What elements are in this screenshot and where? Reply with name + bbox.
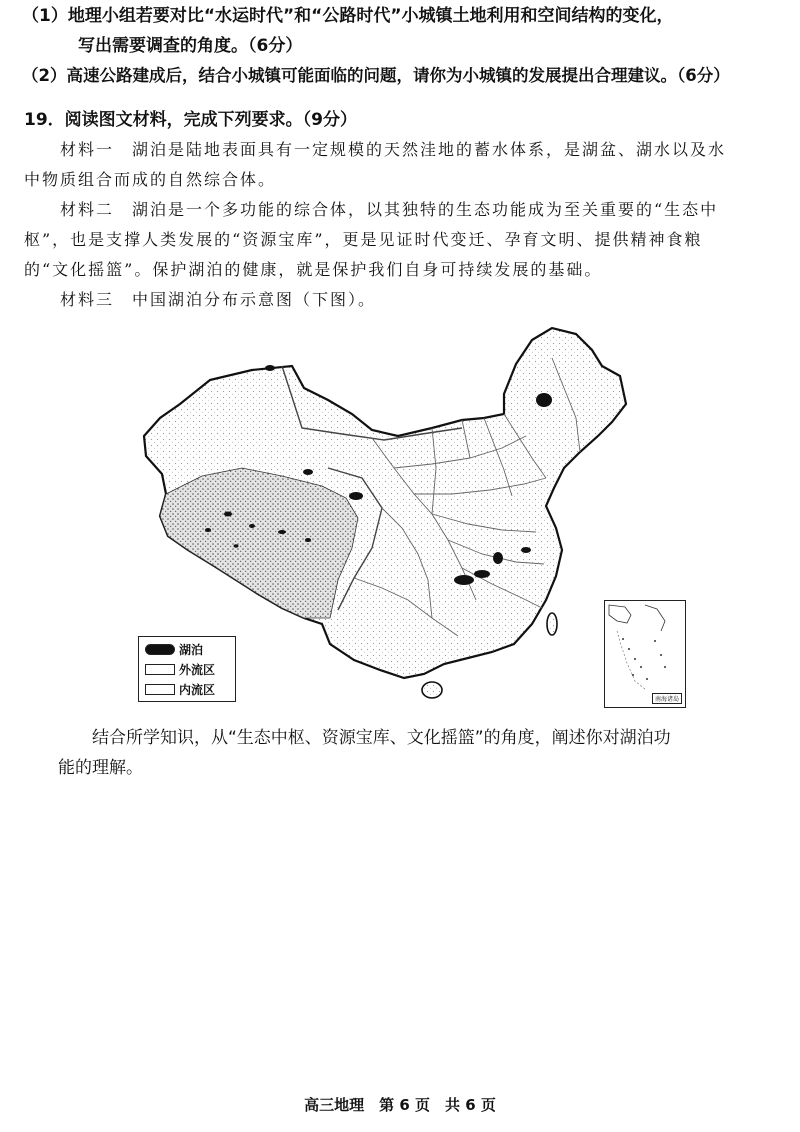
legend-exorheic-label: 外流区 <box>179 662 216 677</box>
legend-row-exorheic <box>145 661 215 677</box>
lake-plateau-1 <box>224 512 232 517</box>
inset-label: 南海诸岛 <box>652 693 682 704</box>
q19-question-line1: 结合所学知识，从“生态中枢、资源宝库、文化摇篮”的角度，阐述你对湖泊功 <box>92 728 671 748</box>
lake-plateau-6 <box>234 544 239 548</box>
q18-sub1-line2: 写出需要调查的角度。（6分） <box>78 36 303 56</box>
lake-east-1 <box>454 575 474 585</box>
lake-plateau-2 <box>249 524 255 528</box>
lake-east-3 <box>493 552 503 564</box>
material-2-line1: 材料二 湖泊是一个多功能的综合体，以其独特的生态功能成为至关重要的“生态中 <box>60 200 719 219</box>
lake-northeast <box>536 393 552 407</box>
material-1-line2: 中物质组合而成的自然综合体。 <box>24 170 277 189</box>
lake-plateau-3 <box>278 530 286 534</box>
taiwan-island <box>547 613 557 635</box>
lake-qinghai <box>349 492 363 500</box>
lake-east-2 <box>474 570 490 578</box>
material-2-line2: 枢”，也是支撑人类发展的“资源宝库”，更是见证时代变迁、孕育文明、提供精神食粮 <box>24 230 703 249</box>
legend-endorheic-label: 内流区 <box>179 682 216 697</box>
page-footer: 高三地理 第 6 页 共 6 页 <box>304 1096 496 1114</box>
legend-row-lake <box>145 641 203 657</box>
legend-endorheic-swatch <box>145 684 175 695</box>
lake-plateau-5 <box>205 528 211 532</box>
inset-map <box>605 601 685 707</box>
q19-question-line2: 能的理解。 <box>58 758 143 778</box>
legend-exorheic-swatch <box>145 664 175 675</box>
material-3: 材料三 中国湖泊分布示意图（下图）。 <box>60 290 377 309</box>
lake-east-4 <box>521 547 531 553</box>
material-1-line1: 材料一 湖泊是陆地表面具有一定规模的天然洼地的蓄水体系，是湖盆、湖水以及水 <box>60 140 727 159</box>
legend-lake-label: 湖泊 <box>179 642 204 657</box>
map-legend <box>138 636 236 702</box>
legend-lake-swatch <box>145 644 175 655</box>
lake-north <box>265 365 275 371</box>
lake-plateau-4 <box>305 538 311 542</box>
q18-sub2: （2）高速公路建成后，结合小城镇可能面临的问题，请你为小城镇的发展提出合理建议。（6分） <box>22 66 730 85</box>
hainan-island <box>422 682 442 698</box>
material-2-line3: 的“文化摇篮”。保护湖泊的健康，就是保护我们自身可持续发展的基础。 <box>24 260 603 279</box>
q18-sub1-line1: （1）地理小组若要对比“水运时代”和“公路时代”小城镇土地利用和空间结构的变化， <box>22 6 674 26</box>
lake-xinjiang <box>303 469 313 475</box>
legend-row-endorheic <box>145 681 215 697</box>
q19-header: 19．阅读图文材料，完成下列要求。（9分） <box>24 110 357 130</box>
south-china-sea-inset <box>604 600 686 708</box>
